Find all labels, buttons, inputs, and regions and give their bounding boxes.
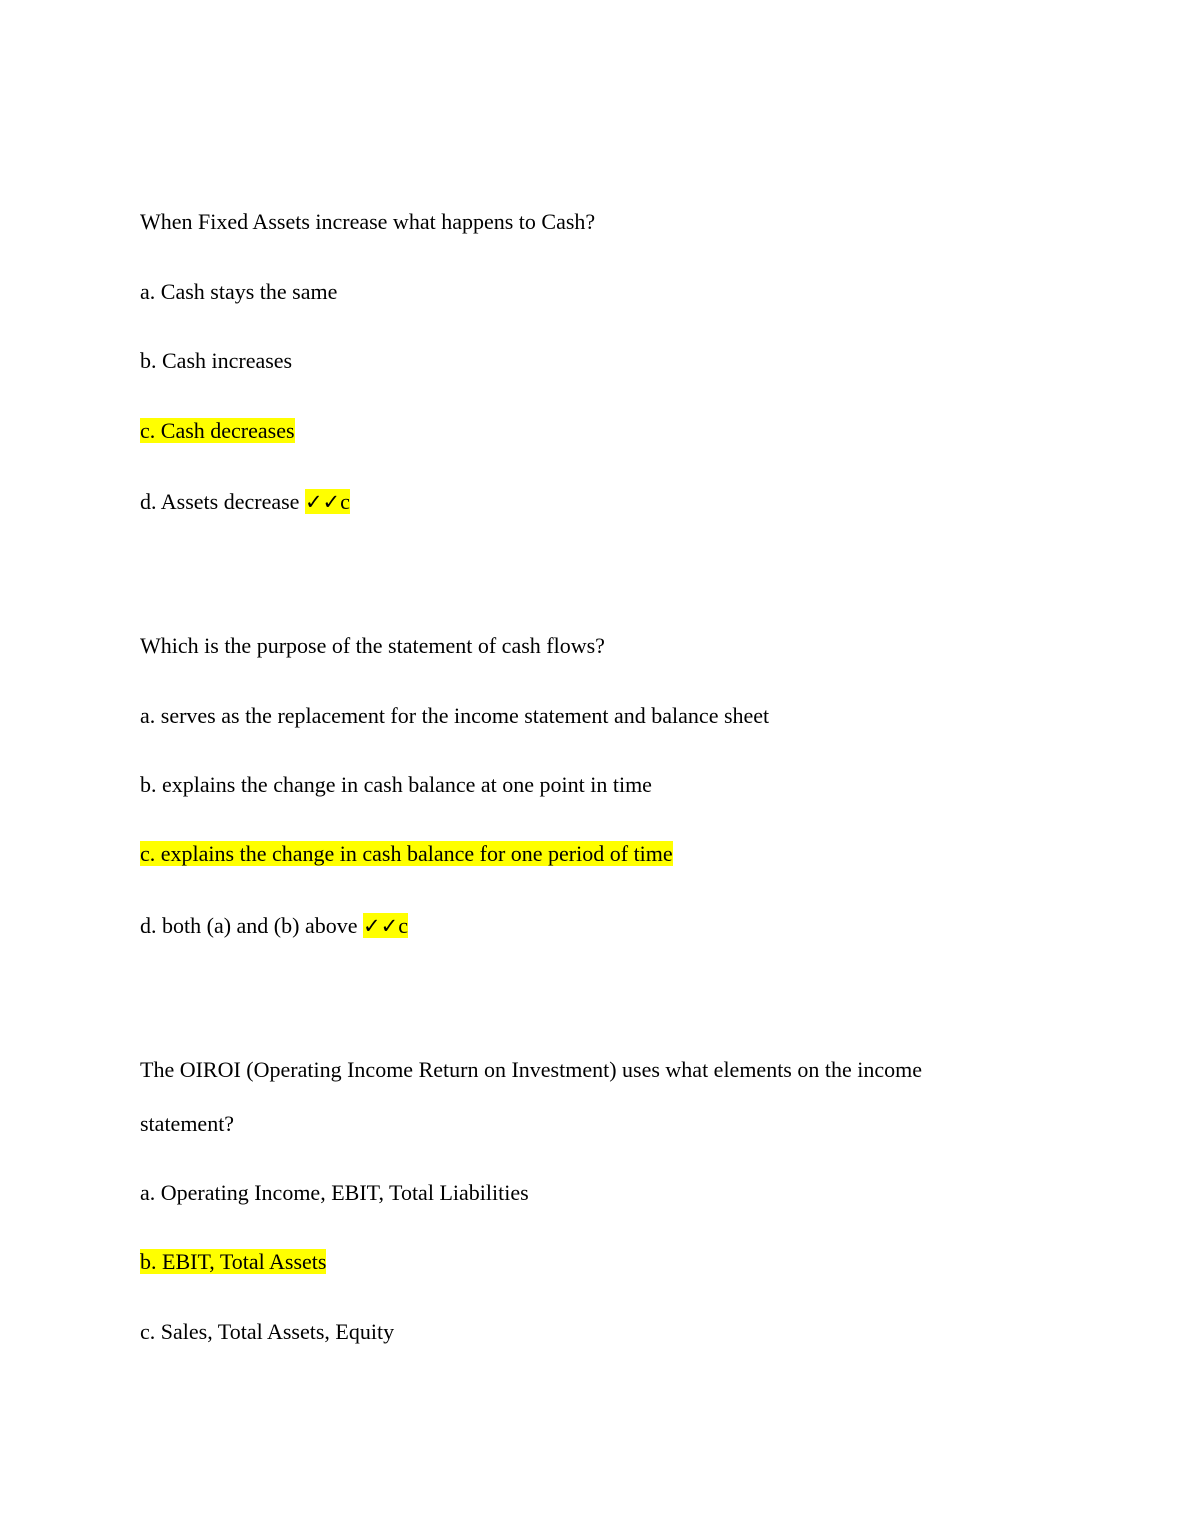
highlighted-answer: c. explains the change in cash balance for one period of time xyxy=(140,841,673,866)
question-3-stem-line-1: The OIROI (Operating Income Return on Investment) uses what elements on the income xyxy=(140,1057,922,1082)
option-d-text: d. Assets decrease xyxy=(140,489,300,514)
answer-letter: c xyxy=(398,913,408,938)
question-1-stem: When Fixed Assets increase what happens to Cash? xyxy=(140,209,596,234)
question-2-stem: Which is the purpose of the statement of cash flows? xyxy=(140,633,605,658)
question-2-option-a: a. serves as the replacement for the income statement and balance sheet xyxy=(140,703,770,728)
question-2-option-d xyxy=(140,913,408,939)
question-3-option-b xyxy=(140,1249,326,1275)
question-1-option-b: b. Cash increases xyxy=(140,348,293,373)
question-3-stem-line-2: statement? xyxy=(140,1111,235,1136)
question-2-option-b: b. explains the change in cash balance at one point in time xyxy=(140,772,652,797)
double-check-icon: ✓✓ xyxy=(362,914,399,938)
question-1-option-d xyxy=(140,489,350,515)
double-check-icon: ✓✓ xyxy=(304,490,341,514)
question-1-option-a: a. Cash stays the same xyxy=(140,279,338,304)
highlighted-answer: b. EBIT, Total Assets xyxy=(140,1249,327,1274)
option-d-text: d. both (a) and (b) above xyxy=(140,913,358,938)
answer-mark xyxy=(363,913,408,938)
answer-letter: c xyxy=(340,489,350,514)
question-3-option-a: a. Operating Income, EBIT, Total Liabilities xyxy=(140,1180,529,1205)
question-3-option-c: c. Sales, Total Assets, Equity xyxy=(140,1319,395,1344)
highlighted-answer: c. Cash decreases xyxy=(140,418,295,443)
question-2-option-c xyxy=(140,841,673,867)
question-1-option-c xyxy=(140,418,295,444)
answer-mark xyxy=(305,489,350,514)
